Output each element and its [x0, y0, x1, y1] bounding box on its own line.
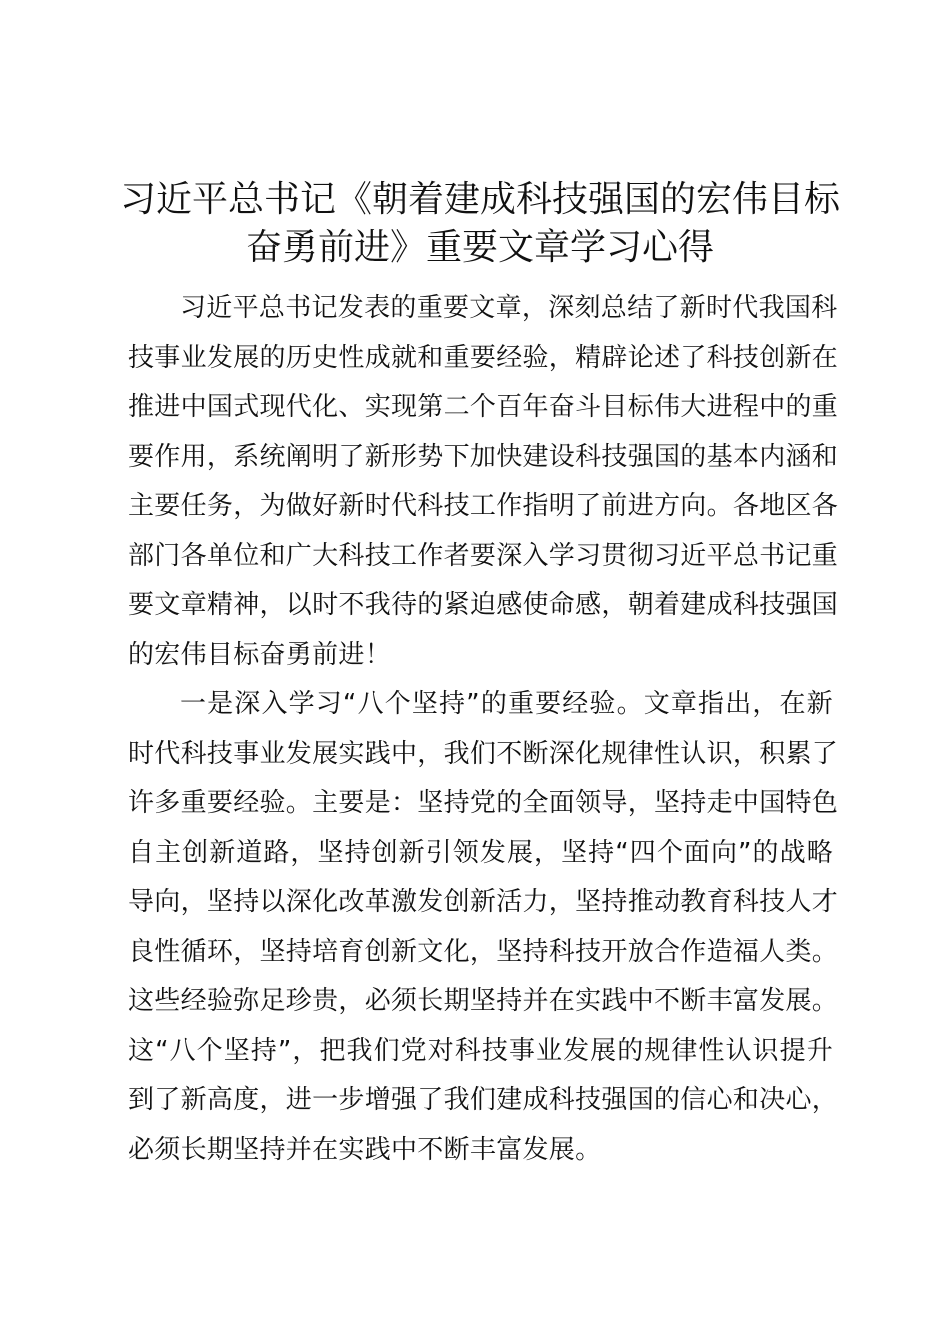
paragraph-line: 一是深入学习“八个坚持”的重要经验。文章指出，在新: [180, 689, 833, 719]
paragraph-line: 部门各单位和广大科技工作者要深入学习贯彻习近平总书记重: [128, 540, 839, 571]
paragraph-line: 这“八个坚持”，把我们党对科技事业发展的规律性认识提升: [128, 1035, 833, 1066]
paragraph-line: 习近平总书记发表的重要文章，深刻总结了新时代我国科: [180, 293, 838, 323]
paragraph-line: 推进中国式现代化、实现第二个百年奋斗目标伟大进程中的重: [128, 392, 839, 422]
paragraph-line: 自主创新道路，坚持创新引领发展，坚持“四个面向”的战略: [128, 837, 833, 868]
paragraph-line: 的宏伟目标奋勇前进！: [128, 639, 392, 670]
paragraph-1: [128, 284, 839, 680]
paragraph-line: 许多重要经验。主要是：坚持党的全面领导，坚持走中国特色: [128, 788, 839, 818]
paragraph-line: 必须长期坚持并在实践中不断丰富发展。: [128, 1134, 602, 1165]
title-line-2: 奋勇前进》重要文章学习心得: [245, 227, 714, 268]
paragraph-line: 这些经验弥足珍贵，必须长期坚持并在实践中不断丰富发展。: [128, 986, 839, 1016]
paragraph-line: 时代科技事业发展实践中，我们不断深化规律性认识，积累了: [128, 738, 839, 769]
paragraph-line: 要作用，系统阐明了新形势下加快建设科技强国的基本内涵和: [128, 441, 839, 472]
paragraph-line: 主要任务，为做好新时代科技工作指明了前进方向。各地区各: [128, 491, 839, 521]
paragraph-line: 导向，坚持以深化改革激发创新活力，坚持推动教育科技人才: [128, 887, 839, 917]
paragraph-line: 要文章精神，以时不我待的紧迫感使命感，朝着建成科技强国: [128, 590, 839, 620]
title-line-1: 习近平总书记《朝着建成科技强国的宏伟目标: [119, 179, 840, 220]
document-body: [128, 284, 839, 1175]
document-title: [110, 176, 850, 272]
paragraph-line: 技事业发展的历史性成就和重要经验，精辟论述了科技创新在: [128, 342, 839, 373]
paragraph-line: 到了新高度，进一步增强了我们建成科技强国的信心和决心，: [128, 1085, 839, 1115]
paragraph-2: [128, 680, 839, 1175]
paragraph-line: 良性循环，坚持培育创新文化，坚持科技开放合作造福人类。: [128, 936, 839, 967]
